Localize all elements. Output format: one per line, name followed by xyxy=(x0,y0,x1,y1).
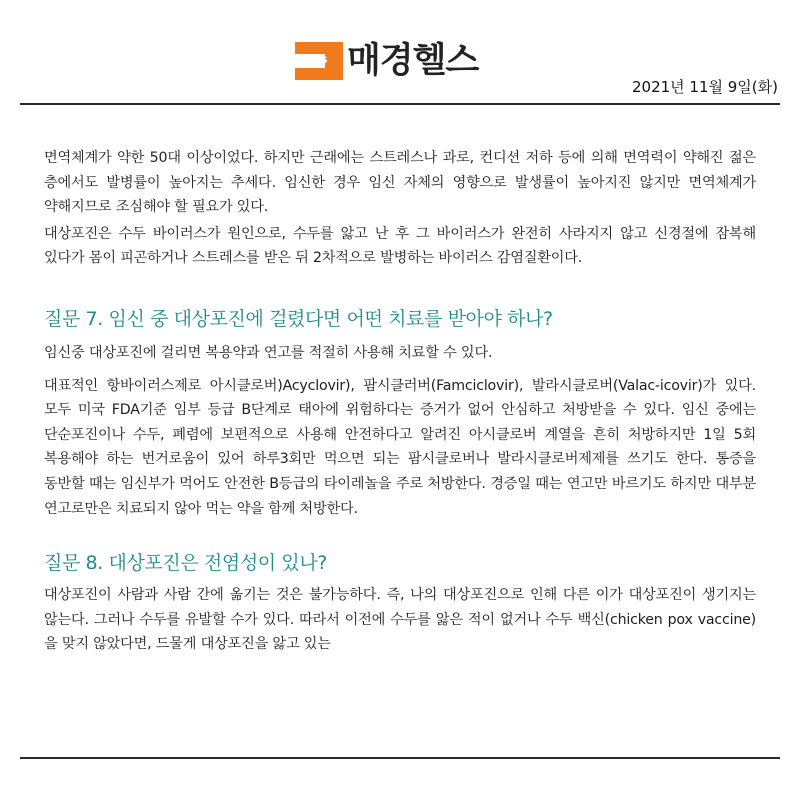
masthead xyxy=(0,0,800,104)
section-heading-q7: 질문 7. 임신 중 대상포진에 걸렸다면 어떤 치료를 받아야 하나? xyxy=(44,307,553,330)
section-paragraph: 임신중 대상포진에 걸리면 복용약과 연고를 적절히 사용해 치료할 수 있다. xyxy=(44,344,493,361)
intro-paragraph: 면역체계가 약한 50대 이상이었다. 하지만 근래에는 스트레스나 과로, 컨디션 저하 등에 의해 면역력이 약해진 젊은 층에서도 발병률이 높아지는 추세다. 임신한 경우 임신 자체의 영향으로 발생률이 높아지진 않지만 면역체계가 약해지므로 조심해야 할 필요가 있다. xyxy=(44,150,756,216)
article-body xyxy=(44,146,756,657)
publication-logo[interactable] xyxy=(295,40,478,82)
header-divider xyxy=(20,103,780,105)
logo-h-mark-icon xyxy=(295,42,343,80)
logo-news-badge: NEWS xyxy=(297,56,328,66)
section-paragraph: 대표적인 항바이러스제로 아시클로버)Acyclovir), 팜시클러버(Famciclovir), 발라시클로버(Valac-icovir)가 있다. 모두 미국 FDA기준 임부 등급 B단계로 태아에 위험하다는 증거가 없어 안심하고 처방받을 수 있다. 임신 중에는 단순포진이나 수두, 폐렴에 보편적으로 사용해 안전하다고 알려진 아시클로버 계열을 흔히 처방하지만 1일 5회 복용해야 하는 번거로움이 있어 하루3회만 먹으면 되는 팜시클로버나 발라시클로버제제를 쓰기도 한다. 통증을 동반할 때는 임신부가 먹어도 안전한 B등급의 타이레놀을 주로 처방한다. 경증일 때는 연고만 바르기도 하지만 대부분 연고로만은 치료되지 않아 먹는 약을 함께 처방한다. xyxy=(44,377,756,517)
intro-paragraph: 대상포진은 수두 바이러스가 원인으로, 수두를 앓고 난 후 그 바이러스가 완전히 사라지지 않고 신경절에 잠복해 있다가 몸이 피곤하거나 스트레스를 받은 뒤 2차적으로 발병하는 바이러스 감염질환이다. xyxy=(44,225,756,267)
section-heading-q8: 질문 8. 대상포진은 전염성이 있나? xyxy=(44,552,327,575)
logo-wordmark: 매경헬스 xyxy=(347,41,479,81)
footer-divider xyxy=(20,757,780,759)
publication-date: 2021년 11월 9일(화) xyxy=(631,78,778,96)
section-paragraph: 대상포진이 사람과 사람 간에 옮기는 것은 불가능하다. 즉, 나의 대상포진으로 인해 다른 이가 대상포진이 생기지는 않는다. 그러나 수두를 유발할 수가 있다. 따라서 이전에 수두를 앓은 적이 없거나 수두 백신(chicken pox vaccine)을 맞지 않았다면, 드물게 대상포진을 앓고 있는 xyxy=(44,587,756,653)
